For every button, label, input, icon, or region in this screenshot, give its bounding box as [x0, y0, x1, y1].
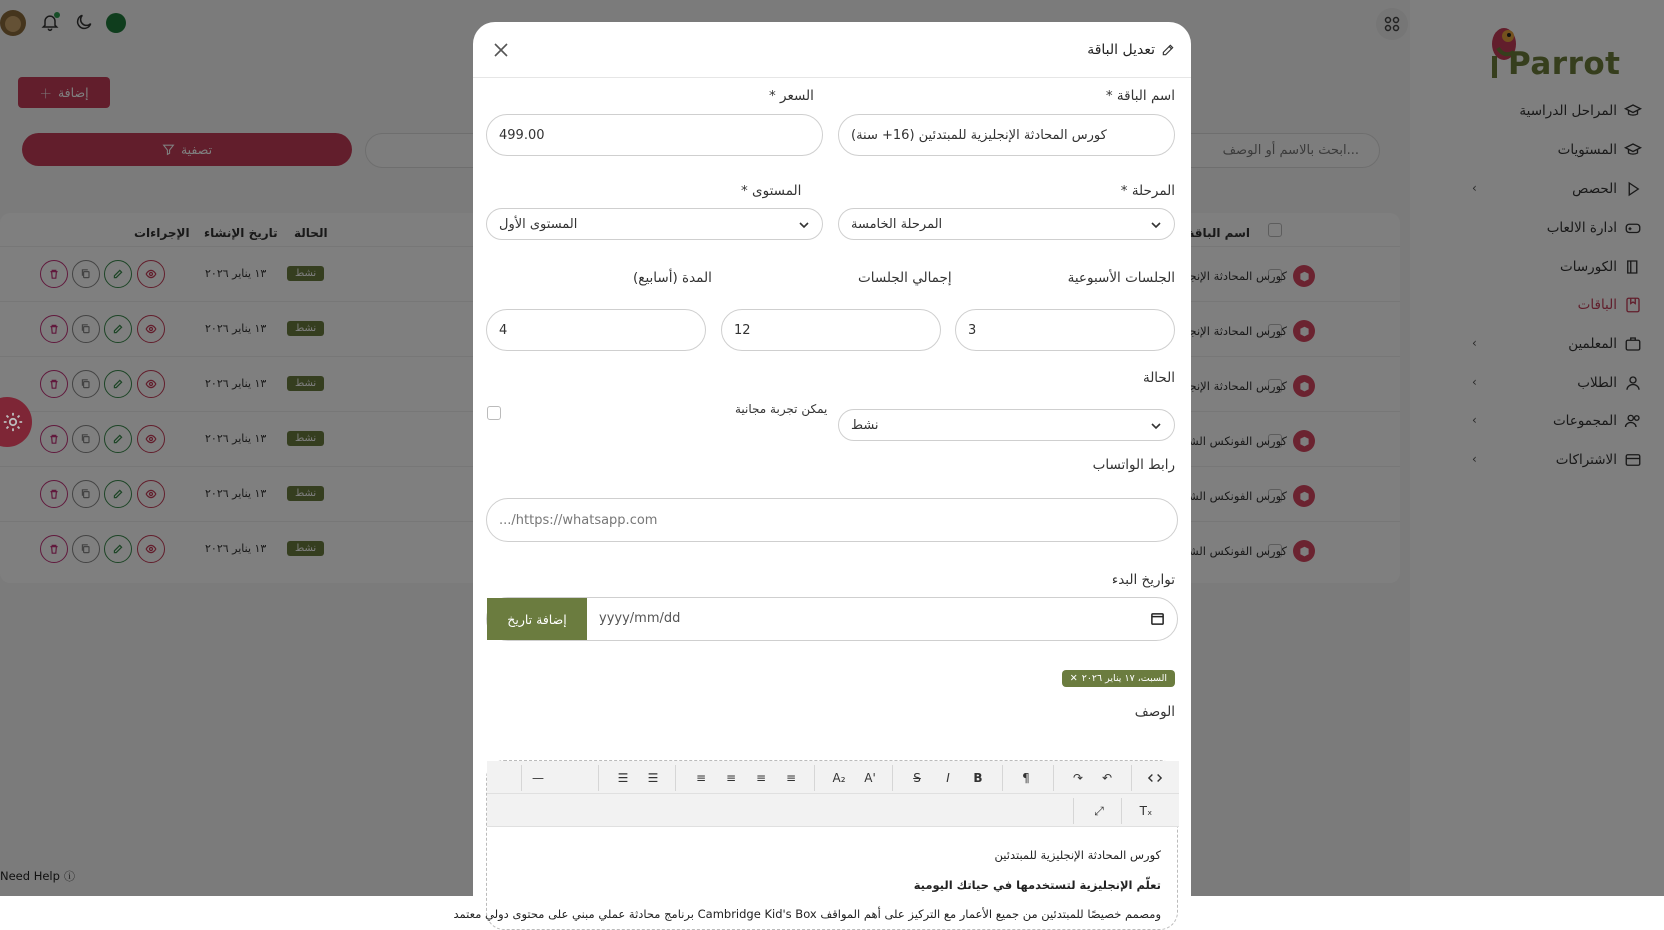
bold-icon[interactable]: B	[973, 771, 983, 785]
paragraph-icon[interactable]: ¶	[1022, 771, 1030, 785]
editor-line: ومصمم خصيصًا للمبتدئين من جميع الأعمار مع التركيز على أهم المواقف Cambridge Kid's Box برنامج محادثة عملي مبني على محتوى دولي معتمد	[453, 907, 1161, 921]
package-name-label: اسم الباقة *	[1105, 88, 1175, 104]
gear-icon	[2, 411, 24, 433]
clear-format-icon[interactable]: Tₓ	[1139, 804, 1153, 818]
toolbar-separator	[892, 765, 893, 791]
description-editor	[453, 760, 1178, 930]
package-name-field[interactable]: كورس المحادثة الإنجليزية للمبتدئين (16+ سنة)	[838, 114, 1175, 156]
start-dates-label: تواريخ البدء	[1111, 572, 1175, 588]
close-icon[interactable]: ✕	[1069, 673, 1078, 684]
strikethrough-icon[interactable]: S	[913, 771, 921, 785]
italic-icon[interactable]: I	[946, 771, 950, 785]
fullscreen-icon[interactable]: ⤢	[1094, 803, 1104, 818]
toolbar-separator	[598, 765, 599, 791]
stage-label: المرحلة *	[1120, 183, 1175, 199]
level-label: المستوى *	[741, 183, 802, 199]
chevron-down-icon	[1150, 420, 1162, 432]
toolbar-separator	[521, 765, 522, 791]
total-sessions-label: إجمالي الجلسات	[858, 270, 952, 286]
bullet-list-icon[interactable]: ☰	[647, 771, 659, 785]
superscript-icon[interactable]: A'	[864, 771, 876, 785]
edit-package-modal	[453, 22, 1191, 922]
duration-field[interactable]: 4	[486, 309, 706, 351]
editor-toolbar	[487, 761, 1179, 794]
stage-select[interactable]: المرحلة الخامسة	[838, 208, 1175, 240]
date-input[interactable]: yyyy/mm/dd	[599, 611, 681, 626]
toolbar-separator	[1053, 765, 1054, 791]
chevron-down-icon	[1150, 219, 1162, 231]
price-label: السعر *	[769, 88, 814, 104]
align-right-icon[interactable]: ≡	[725, 771, 737, 785]
price-field[interactable]: 499.00	[486, 114, 823, 156]
subscript-icon[interactable]: A₂	[832, 771, 846, 785]
toolbar-separator	[1073, 798, 1074, 824]
close-icon[interactable]	[491, 40, 511, 60]
weekly-sessions-field[interactable]: 3	[955, 309, 1175, 351]
edit-icon	[1161, 43, 1175, 57]
undo-icon[interactable]: ↶	[1101, 771, 1113, 785]
description-label: الوصف	[1134, 704, 1175, 720]
status-label: الحالة	[1142, 370, 1175, 386]
justify-icon[interactable]: ≡	[695, 771, 707, 785]
calendar-icon[interactable]	[1150, 611, 1165, 626]
toolbar-separator	[1131, 765, 1132, 791]
toolbar-separator	[814, 765, 815, 791]
modal-title: تعديل الباقة	[1087, 42, 1175, 58]
code-view-icon[interactable]	[1146, 769, 1164, 787]
add-date-button[interactable]: إضافة تاريخ	[487, 598, 587, 640]
redo-icon[interactable]: ↷	[1072, 771, 1084, 785]
toolbar-separator	[675, 765, 676, 791]
weekly-sessions-label: الجلسات الأسبوعية	[1067, 270, 1175, 286]
align-left-icon[interactable]: ≡	[785, 771, 797, 785]
free-trial-label: يمكن تجربة مجانية	[735, 402, 828, 416]
editor-line: كورس المحادثة الإنجليزية للمبتدئين	[994, 848, 1161, 862]
status-select[interactable]: نشط	[838, 409, 1175, 441]
chevron-down-icon	[798, 219, 810, 231]
free-trial-checkbox[interactable]	[487, 406, 501, 420]
horizontal-rule-icon[interactable]: —	[532, 771, 544, 785]
whatsapp-field[interactable]: https://whatsapp.com/...	[486, 498, 1178, 542]
duration-label: المدة (أسابيع)	[633, 270, 712, 286]
total-sessions-field[interactable]: 12	[721, 309, 941, 351]
level-select[interactable]: المستوى الأول	[486, 208, 823, 240]
numbered-list-icon[interactable]: ☰	[617, 771, 629, 785]
editor-toolbar-second-row	[487, 794, 1179, 827]
editor-line: تعلّم الإنجليزية لتستخدمها في حياتك اليومية	[913, 878, 1161, 892]
align-center-icon[interactable]: ≡	[755, 771, 767, 785]
toolbar-separator	[1121, 798, 1122, 824]
modal-header	[473, 22, 1191, 78]
date-chip: ✕ السبت، ١٧ يناير ٢٠٢٦	[1062, 670, 1175, 687]
whatsapp-label: رابط الواتساب	[1092, 457, 1175, 473]
start-date-picker	[486, 597, 1178, 641]
toolbar-separator	[1002, 765, 1003, 791]
